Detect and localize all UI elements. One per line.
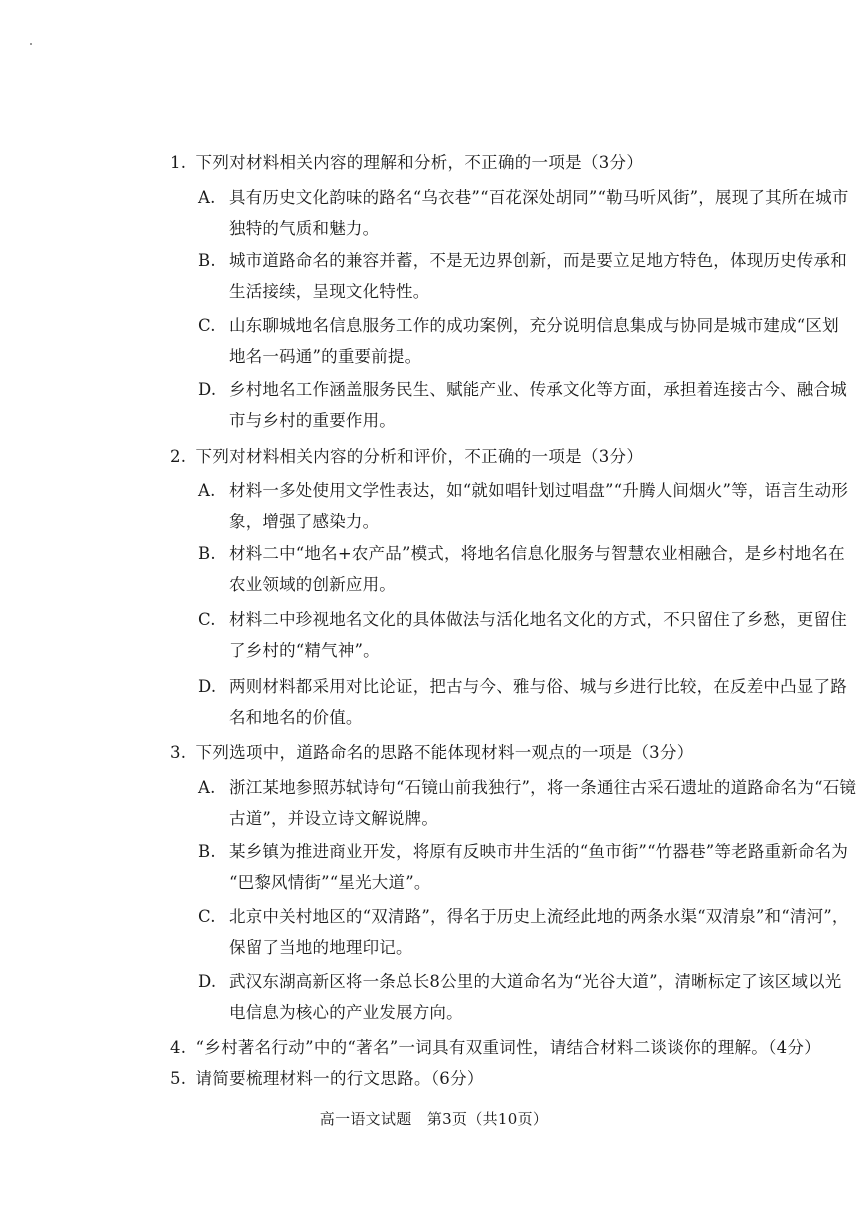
question-text: 下列选项中，道路命名的思路不能体现材料一观点的一项是（3分） — [195, 743, 694, 762]
option-text-cont: 名和地名的价值。 — [229, 708, 363, 727]
question-text: “乡村著名行动”中的“著名”一词具有双重词性，请结合材料二谈谈你的理解。（4分） — [195, 1038, 822, 1057]
question-3-option-c — [198, 901, 849, 963]
option-text: 两则材料都采用对比论证，把古与今、雅与俗、城与乡进行比较，在反差中凸显了路 — [229, 677, 847, 696]
option-letter: A. — [198, 188, 216, 207]
option-text: 北京中关村地区的“双清路”，得名于历史上流经此地的两条水渠“双清泉”和“清河”， — [229, 907, 849, 926]
option-letter: B. — [198, 842, 216, 861]
option-letter: C. — [198, 907, 216, 926]
option-text: 某乡镇为推进商业开发，将原有反映市井生活的“鱼市街”“竹器巷”等老路重新命名为 — [229, 842, 849, 861]
question-text: 请简要梳理材料一的行文思路。（6分） — [195, 1069, 484, 1088]
option-text: 武汉东湖高新区将一条总长8公里的大道命名为“光谷大道”，清晰标定了该区域以光 — [229, 972, 842, 991]
question-text: 下列对材料相关内容的理解和分析，不正确的一项是（3分） — [195, 153, 644, 172]
option-letter: D. — [198, 972, 217, 991]
option-letter: C. — [198, 610, 216, 629]
question-3-option-a — [198, 772, 857, 834]
option-text-cont: 地名一码通”的重要前提。 — [229, 347, 422, 366]
option-text: 具有历史文化韵味的路名“乌衣巷”“百花深处胡同”“勒马听风街”，展现了其所在城市 — [229, 188, 849, 207]
option-text: 山东聊城地名信息服务工作的成功案例，充分说明信息集成与协同是城市建成“区划 — [229, 316, 839, 335]
question-1-option-a — [198, 182, 849, 244]
question-4-stem — [170, 1032, 840, 1063]
question-3-option-b — [198, 836, 849, 898]
question-number: 1. — [170, 153, 187, 172]
option-text: 城市道路命名的兼容并蓄，不是无边界创新，而是要立足地方特色，体现历史传承和 — [229, 251, 847, 270]
question-1-option-c — [198, 310, 838, 372]
question-1-option-d — [198, 374, 847, 436]
option-text: 材料二中“地名+农产品”模式，将地名信息化服务与智慧农业相融合，是乡村地名在 — [229, 544, 845, 563]
question-text: 下列对材料相关内容的分析和评价，不正确的一项是（3分） — [195, 447, 644, 466]
scan-speck — [30, 43, 32, 45]
question-2-option-d — [198, 671, 847, 733]
question-3-option-d — [198, 966, 842, 1028]
option-letter: D. — [198, 677, 217, 696]
question-1-option-b — [198, 245, 847, 307]
option-letter: A. — [198, 778, 216, 797]
question-number: 2. — [170, 447, 187, 466]
question-2-option-b — [198, 538, 845, 600]
option-text-cont: 了乡村的“精气神”。 — [229, 641, 380, 660]
option-text-cont: 象，增强了感染力。 — [229, 512, 380, 531]
option-letter: C. — [198, 316, 216, 335]
option-text: 材料二中珍视地名文化的具体做法与活化地名文化的方式，不只留住了乡愁，更留住 — [229, 610, 847, 629]
question-number: 5. — [170, 1069, 187, 1088]
page-footer: 高一语文试题 第3页（共10页） — [319, 1110, 549, 1128]
option-text: 材料一多处使用文学性表达，如“就如唱针划过唱盘”“升腾人间烟火”等，语言生动形 — [229, 481, 849, 500]
option-text-cont: “巴黎风情街”“星光大道”。 — [229, 873, 431, 892]
question-2-stem — [170, 441, 840, 472]
option-text-cont: 古道”，并设立诗文解说牌。 — [229, 809, 439, 828]
option-letter: B. — [198, 544, 216, 563]
option-letter: D. — [198, 380, 217, 399]
question-number: 3. — [170, 743, 187, 762]
option-text: 乡村地名工作涵盖服务民生、赋能产业、传承文化等方面，承担着连接古今、融合城 — [229, 380, 847, 399]
question-5-stem — [170, 1063, 840, 1094]
option-text-cont: 市与乡村的重要作用。 — [229, 411, 396, 430]
option-text-cont: 电信息为核心的产业发展方向。 — [229, 1003, 463, 1022]
option-text: 浙江某地参照苏轼诗句“石镜山前我独行”，将一条通往古采石遗址的道路命名为“石镜 — [229, 778, 857, 797]
option-letter: B. — [198, 251, 216, 270]
question-2-option-c — [198, 604, 847, 666]
question-2-option-a — [198, 475, 849, 537]
question-1-stem — [170, 147, 840, 178]
option-text-cont: 保留了当地的地理印记。 — [229, 938, 413, 957]
option-text-cont: 独特的气质和魅力。 — [229, 219, 380, 238]
option-text-cont: 生活接续，呈现文化特性。 — [229, 282, 430, 301]
question-3-stem — [170, 737, 840, 768]
option-letter: A. — [198, 481, 216, 500]
option-text-cont: 农业领域的创新应用。 — [229, 575, 396, 594]
question-number: 4. — [170, 1038, 187, 1057]
